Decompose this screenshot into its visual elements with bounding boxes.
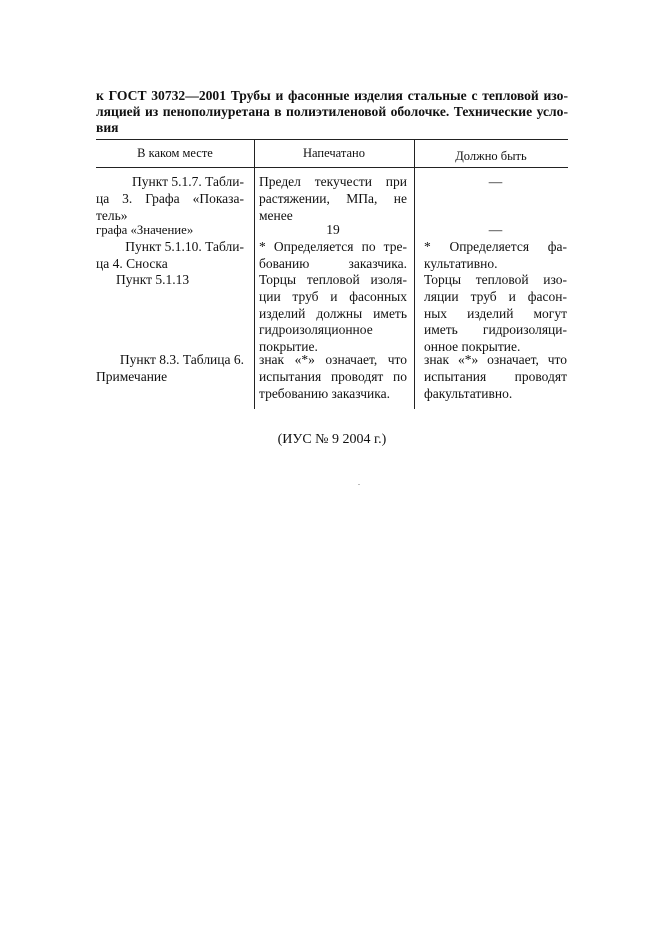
cell-line: ца 4. Сноска	[96, 255, 168, 271]
row4-should-be	[424, 272, 567, 356]
cell-line: испытания проводят по	[259, 368, 407, 384]
cell-line: факультативно.	[424, 385, 513, 401]
title-line-3: вия	[96, 120, 119, 135]
cell-line: менее	[259, 207, 293, 223]
amendment-title	[96, 88, 568, 136]
cell-line: изделий должны иметь	[259, 305, 407, 321]
row4-place	[96, 272, 244, 289]
cell-line: Торцы тепловой изоля-	[259, 272, 407, 287]
cell-line: —	[488, 174, 503, 189]
cell-line: 19	[326, 222, 340, 237]
cell-line: * Определяется фа-	[424, 239, 567, 254]
column-divider-1	[254, 139, 255, 409]
row5-should-be	[424, 352, 567, 402]
row2-printed	[259, 222, 407, 239]
cell-line: покрытие.	[259, 339, 318, 355]
row3-place	[96, 239, 244, 273]
cell-line: культативно.	[424, 255, 498, 271]
cell-line: знак «*» означает, что	[259, 352, 407, 367]
row5-place	[96, 352, 244, 386]
cell-line: ца 3. Графа «Показа-	[96, 190, 244, 206]
cell-line: Пункт 5.1.10. Табли-	[125, 239, 244, 254]
cell-line: растяжении, МПа, не	[259, 190, 407, 206]
title-line-1: к ГОСТ 30732—2001 Трубы и фасонные изделия стальные с тепловой изо-	[96, 88, 568, 103]
cell-line: * Определяется по тре-	[259, 239, 407, 254]
cell-line: Предел текучести при	[259, 174, 407, 189]
cell-line: Торцы тепловой изо-	[424, 272, 567, 287]
cell-line: Примечание	[96, 368, 168, 384]
cell-line: требованию заказчика.	[259, 385, 390, 401]
cell-line: испытания проводят	[424, 368, 567, 384]
cell-line: гидроизоляционное	[259, 322, 373, 338]
cell-line: знак «*» означает, что	[424, 352, 567, 367]
cell-line: ляции труб и фасон-	[424, 288, 567, 304]
row3-should-be	[424, 239, 567, 273]
header-place: В каком месте	[137, 146, 213, 160]
cell-line: иметь гидроизоляци-	[424, 322, 567, 338]
title-line-2: ляцией из пенополиуретана в полиэтиленовой оболочке. Технические усло-	[96, 104, 568, 119]
cell-line: тель»	[96, 207, 128, 223]
row3-printed	[259, 239, 407, 273]
cell-line: Пункт 5.1.13	[116, 272, 190, 287]
column-divider-2	[414, 139, 415, 409]
scan-speck	[358, 484, 360, 485]
row1-should-be	[424, 174, 567, 191]
header-printed: Напечатано	[303, 146, 365, 160]
row2-should-be	[424, 222, 567, 239]
cell-line: Пункт 5.1.7. Табли-	[131, 174, 244, 189]
cell-line: Пункт 8.3. Таблица 6.	[119, 352, 244, 367]
header-should-be: Должно быть	[455, 149, 527, 163]
cell-line: графа «Значение»	[96, 223, 194, 237]
row5-printed	[259, 352, 407, 402]
cell-line: ных изделий могут	[424, 305, 567, 321]
table-header-rule	[96, 167, 568, 168]
cell-line: —	[488, 222, 503, 237]
row4-printed	[259, 272, 407, 356]
row1-place	[96, 174, 244, 224]
row1-printed	[259, 174, 407, 224]
table-top-rule	[96, 139, 568, 140]
cell-line: ции труб и фасонных	[259, 288, 407, 304]
cell-line: онное покрытие.	[424, 339, 521, 355]
row2-place	[96, 222, 244, 239]
publication-reference: (ИУС № 9 2004 г.)	[277, 432, 387, 447]
cell-line: бованию заказчика.	[259, 255, 407, 271]
